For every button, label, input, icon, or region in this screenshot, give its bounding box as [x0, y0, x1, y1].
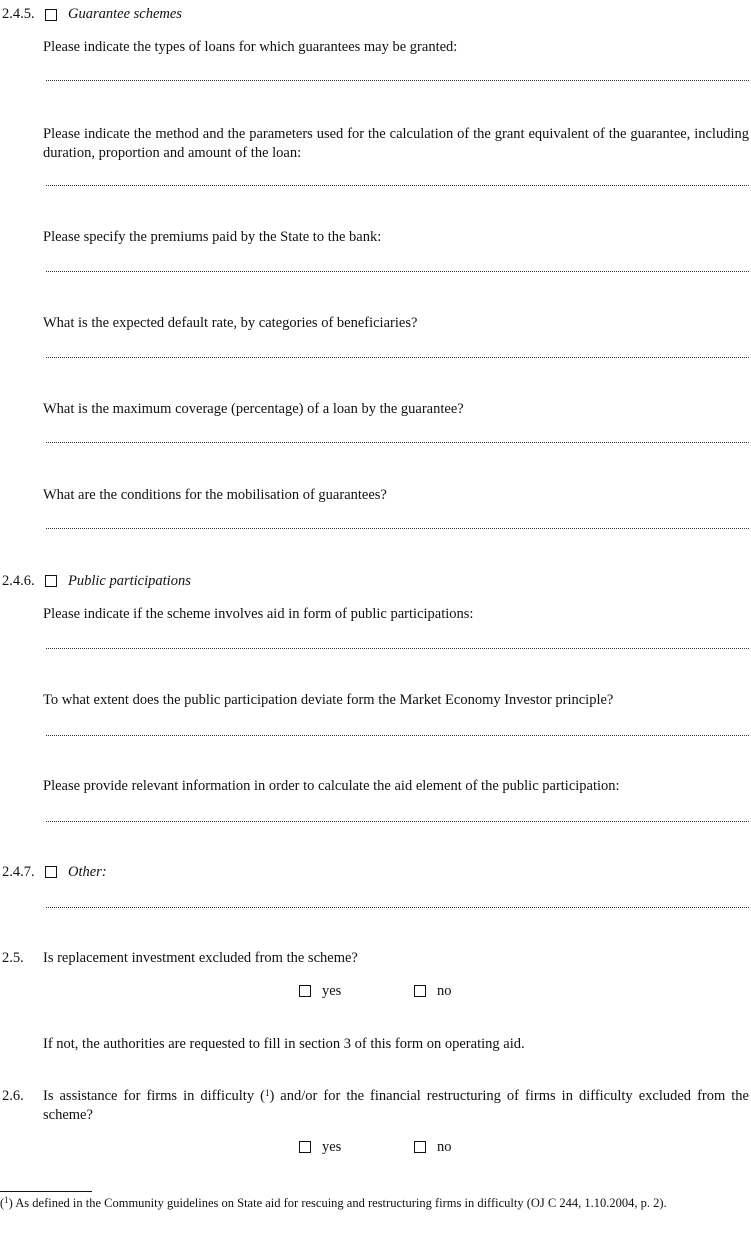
operating-aid-note: If not, the authorities are requested to fill in section 3 of this form on operating aid. [43, 1036, 525, 1052]
section-title-public-participations: Public participations [68, 573, 191, 589]
question-replacement-investment: Is replacement investment excluded from the scheme? [43, 950, 358, 966]
answer-line-market-economy-investor[interactable] [46, 735, 749, 736]
question-firms-in-difficulty: Is assistance for firms in difficulty ($^1$) and/or for the financial restructuring of firms in difficulty excluded from the scheme? [43, 1088, 749, 1123]
question-premiums: Please specify the premiums paid by the State to the bank: [43, 229, 382, 245]
footnote-separator [0, 1191, 92, 1192]
public-participations-checkbox[interactable] [45, 575, 57, 587]
answer-line-mobilisation-conditions[interactable] [46, 528, 749, 529]
answer-line-public-participations[interactable] [46, 648, 749, 649]
answer-line-loan-types[interactable] [46, 80, 749, 81]
firms-in-difficulty-no-label: no [437, 1139, 452, 1155]
section-number-2-4-6: 2.4.6. [2, 573, 35, 589]
answer-line-grant-equivalent-method[interactable] [46, 185, 749, 186]
guarantee-schemes-checkbox[interactable] [45, 9, 57, 21]
firms-in-difficulty-yes-checkbox[interactable] [299, 1141, 311, 1153]
section-number-2-4-7: 2.4.7. [2, 864, 35, 880]
section-number-2-4-5: 2.4.5. [2, 6, 35, 22]
section-title-guarantee-schemes: Guarantee schemes [68, 6, 182, 22]
question-grant-equivalent-method: Please indicate the method and the parameters used for the calculation of the grant equivalent of the guarantee, including duration, proportion and amount of the loan: [43, 126, 749, 161]
question-maximum-coverage: What is the maximum coverage (percentage) of a loan by the guarantee? [43, 401, 464, 417]
answer-line-other[interactable] [46, 907, 749, 908]
footnote: ($^1$) As defined in the Community guidelines on State aid for rescuing and restructuring firms in difficulty (OJ C 244, 1.10.2004, p. 2). [0, 1195, 667, 1210]
section-title-other: Other: [68, 864, 107, 880]
replacement-investment-yes-checkbox[interactable] [299, 985, 311, 997]
question-default-rate: What is the expected default rate, by categories of beneficiaries? [43, 315, 418, 331]
firms-in-difficulty-no-checkbox[interactable] [414, 1141, 426, 1153]
question-loan-types: Please indicate the types of loans for which guarantees may be granted: [43, 39, 458, 55]
replacement-investment-no-label: no [437, 983, 452, 999]
other-checkbox[interactable] [45, 866, 57, 878]
section-number-2-5: 2.5. [2, 950, 24, 966]
answer-line-default-rate[interactable] [46, 357, 749, 358]
section-number-2-6: 2.6. [2, 1088, 24, 1104]
replacement-investment-no-checkbox[interactable] [414, 985, 426, 997]
answer-line-premiums[interactable] [46, 271, 749, 272]
question-mobilisation-conditions: What are the conditions for the mobilisation of guarantees? [43, 487, 387, 503]
question-public-participations: Please indicate if the scheme involves aid in form of public participations: [43, 606, 474, 622]
replacement-investment-yes-label: yes [322, 983, 342, 999]
answer-line-aid-element[interactable] [46, 821, 749, 822]
question-aid-element: Please provide relevant information in order to calculate the aid element of the public participation: [43, 778, 620, 794]
footnote-number: 1 [4, 1195, 9, 1205]
question-market-economy-investor: To what extent does the public participation deviate form the Market Economy Investor principle? [43, 692, 614, 708]
answer-line-maximum-coverage[interactable] [46, 442, 749, 443]
footnote-reference[interactable]: 1 [264, 1088, 270, 1098]
firms-in-difficulty-yes-label: yes [322, 1139, 342, 1155]
